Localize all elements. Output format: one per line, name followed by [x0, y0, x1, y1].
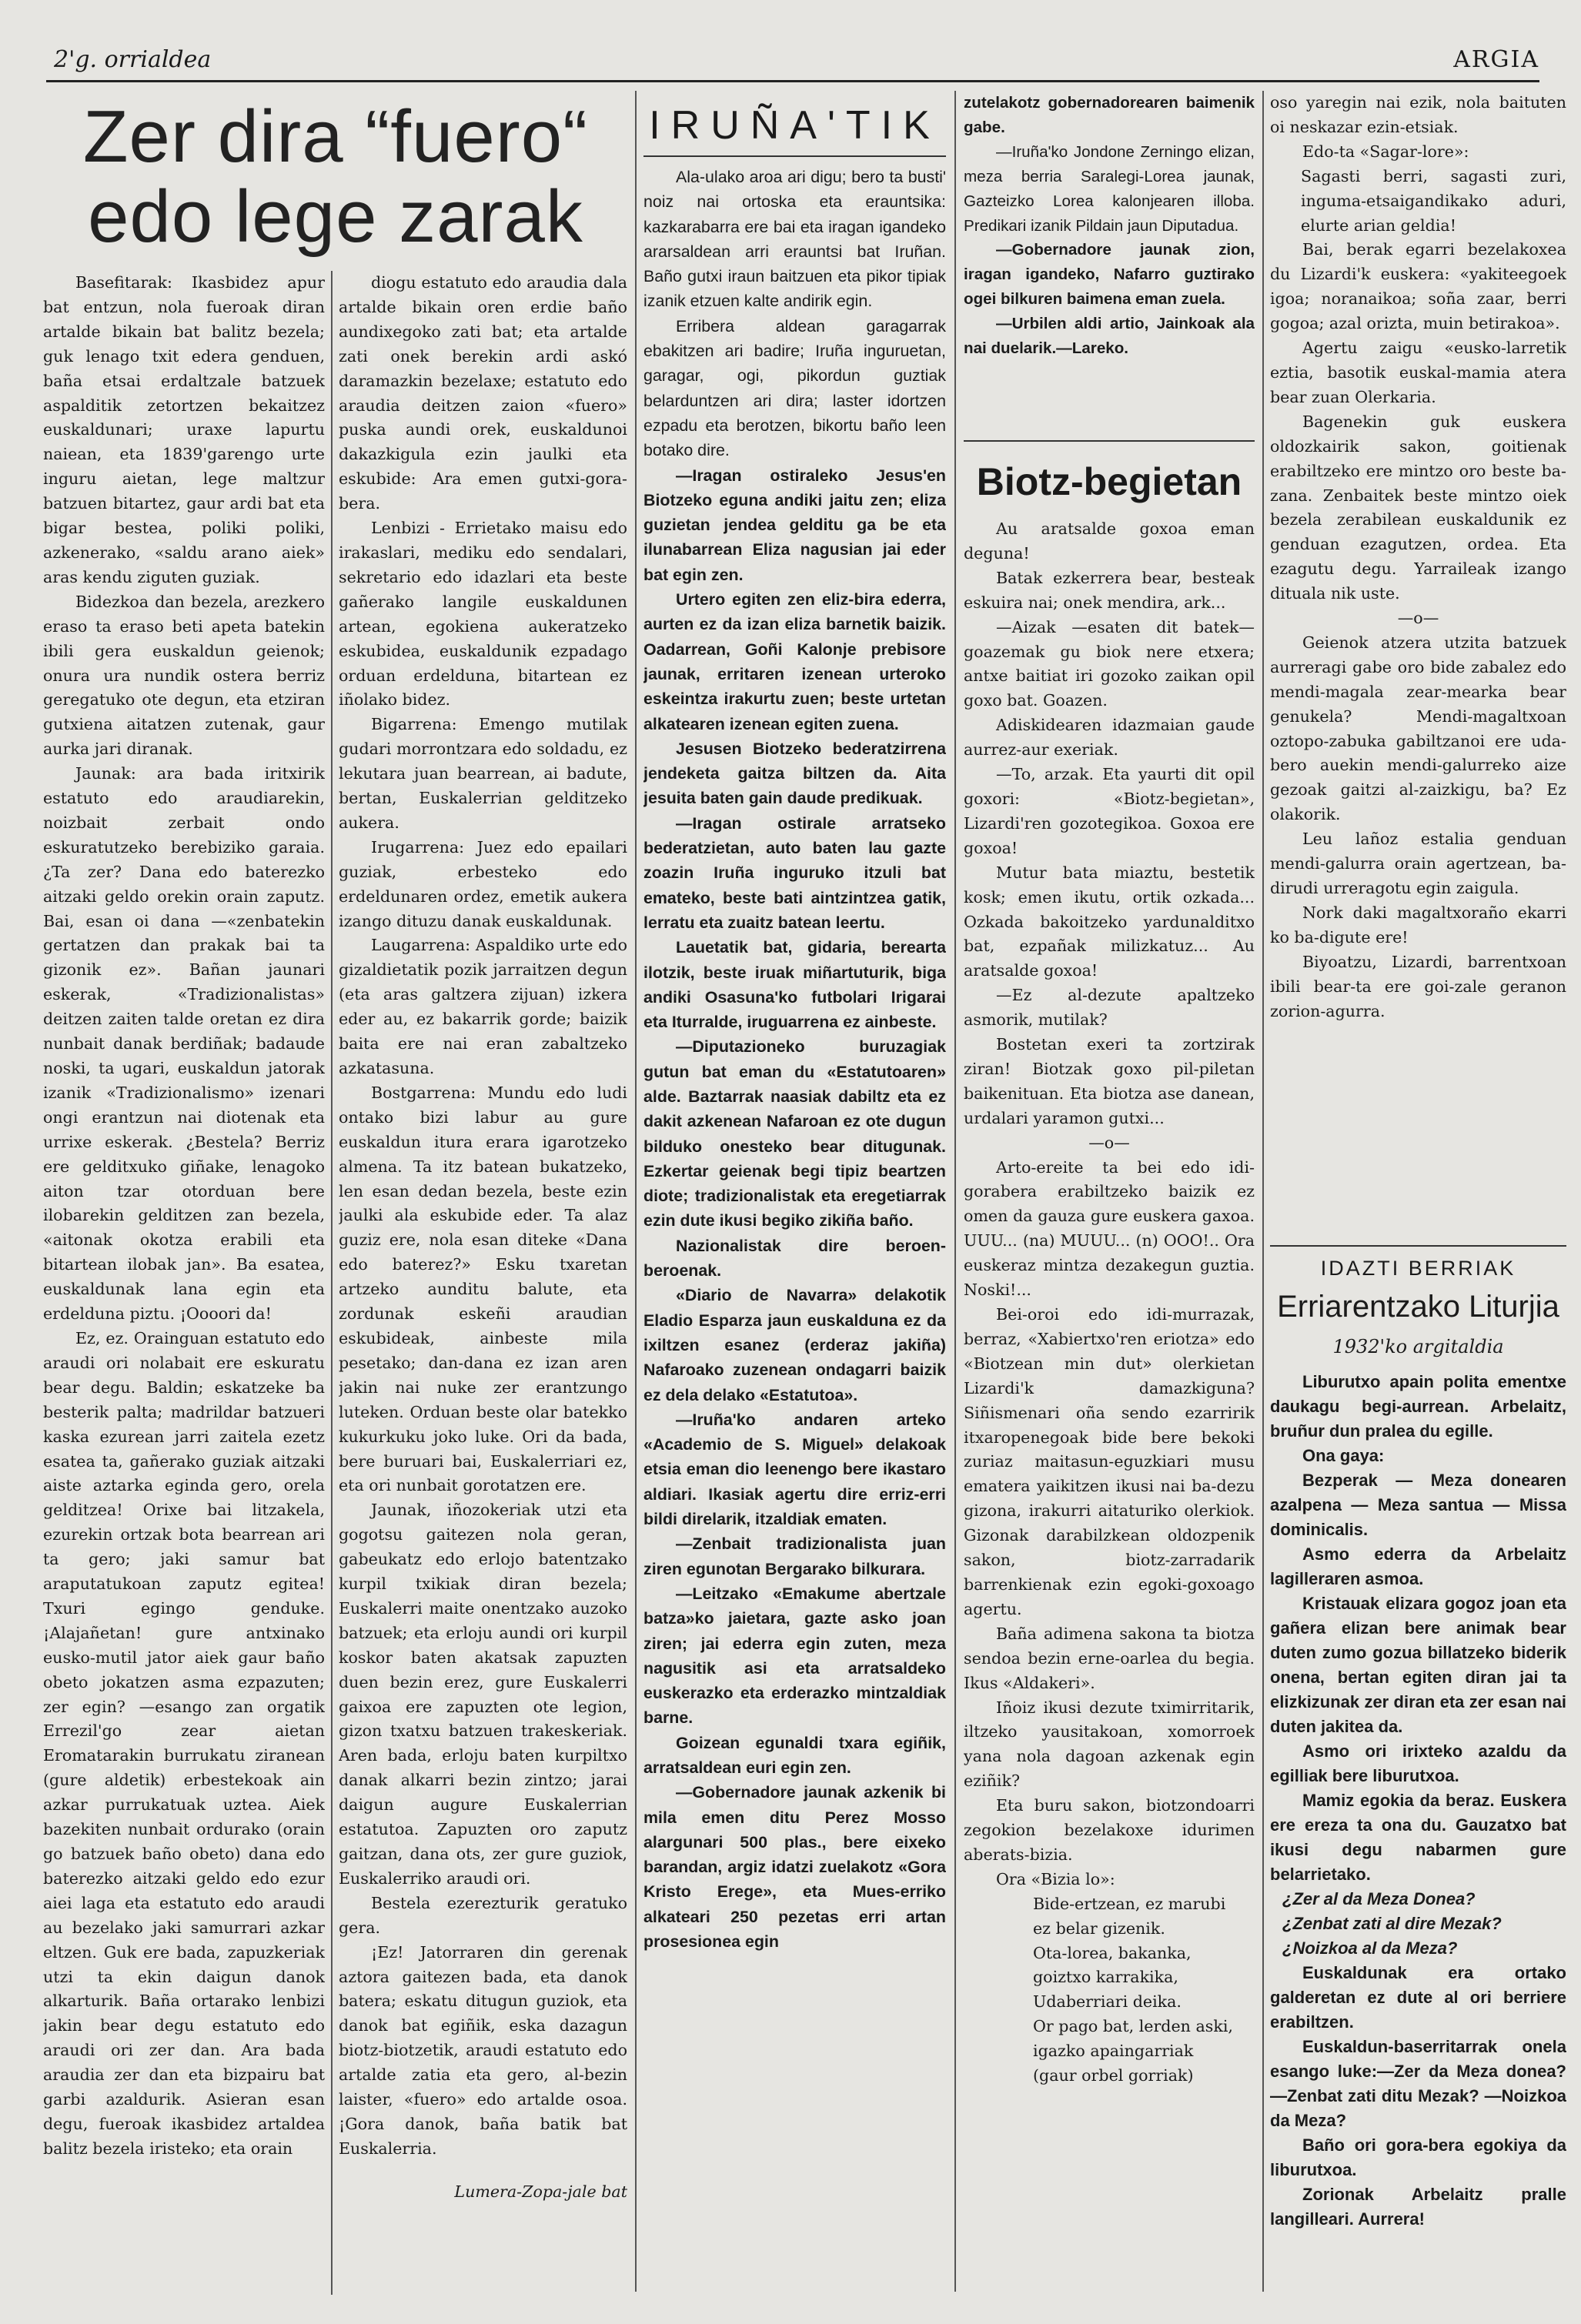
paragraph: Kristauak elizara gogoz joan eta gañera elizan bere animak bear duten zumo gozua billatzeko biderik onena, bertan egiten diran jai ta elizkizunak zer diran eta zer esan nai duten jakitea da.: [1270, 1594, 1566, 1736]
paragraph: Bai, berak egarri bezelakoxea du Lizardi'k euskera: «yakiteegoek igoa; noranaikoa; soña zaar, berri gogoa; azal orizta, muin betirakoa».: [1270, 240, 1566, 333]
section-title-idazti: IDAZTI BERRIAK: [1320, 1257, 1516, 1280]
paragraph: Bei-oroi edo idi-murrazak, berraz, «Xabiertxo'ren eriotza» edo «Biotzean min dut» olerkietan Lizardi'k damazkiguna? Siñismenari oña sendo ezarririk itxaropenegoak bide bere bekoki zuriaz maitasun-eguzkiari musu ematera yaikitzen ikusi nai ba-dezu gizona, irakurri aitaturiko olerkiok. Gizonak darabilzkean oldozpenik sakon, biotz-zarradarik barrenkienak ezin egoki-goxoago agertu.: [964, 1305, 1255, 1618]
paragraph: Bostgarrena: Mundu edo ludi ontako bizi labur au gure euskaldun itura erara igarotzeko almena. Ta itz batean bukatzeko, len esan dedan bezela, beste ezin jaulki ala eskubide eder. Ta alaz guziz ere, nola esan diteke «Dana edo baterez?» Esku txaretan artzeko aunditu balute, eta zordunak eskeñi araudian eskubideak, ainbeste mila pesetako; dan-dana ez izan aren jakin nai nuke zer erantzungo luteken. Orduan beste olar batekko kukurkuku joko luke. Ori da bada, bere buruari bai, Euskalerriari ez, eta ori nunbait gorotatzen ere.: [339, 1083, 627, 1495]
biotz-begietan-column: [964, 517, 1255, 2302]
column-rule: [1262, 91, 1264, 2292]
poem-line: Ota-lorea, bakanka,: [1033, 1943, 1192, 1962]
paragraph: Mamiz egokia da beraz. Euskera ere ereza ta ona du. Gauzatxo bat ikusi degu nabarmen gure belarrietako.: [1270, 1791, 1566, 1884]
paragraph: Laugarrena: Aspaldiko urte edo gizaldietatik pozik jarraitzen degun (eta aras galtzera zijuan) izkera eder au, ez bakarrik gorde; baizik baita ere nai eran zabaltzeko azkatasuna.: [339, 936, 627, 1077]
paragraph: Leu lañoz estalia genduan mendi-galurra orain agertzean, ba-dirudi urreragotu egin zaigula.: [1270, 830, 1566, 897]
separator: —o—: [1397, 609, 1439, 628]
section-title-iruna: IRUÑA'TIK: [649, 103, 941, 148]
paragraph: «Diario de Navarra» delakotik Eladio Esparza jaun euskalduna ez da ixiltzen esanez (erderaz jakiña) Nafaroako zuzenean ondagarri baizik ez dela delako «Estatutoa».: [643, 1286, 946, 1404]
paragraph: ¡Ez! Jatorraren din gerenak aztora gaitezen bada, eta danok batera; eskatu ditugun guziok, eta danok bat egiñik, eska dazagun biotz-biotzetik, araudi estatuto edo artalde zatia eta gero, al-bezin laister, «fuero» edo artalde osoa. ¡Gora danok, baña batik bat Euskalerria.: [339, 1942, 627, 2158]
paragraph: diogu estatuto edo araudia dala artalde bikain oren erdie baño aundixegoko zati bat; eta artalde zati onek berekin ardi askó daramazkin bezelaxe; estatuto edo araudia deitzen zaion «fuero» puska aundi orek, euskaldunoi dakazkigula ezin jaulki eta eskubide: Ara emen gutxi-gora-bera.: [339, 273, 627, 513]
paragraph: Bagenekin guk euskera oldozkairik sakon, goitienak erabiltzeko ere mintzo oro beste ba-zana. Zenbaitek beste mintzo oiek bezela zerabilean euskaldunik ez genduan ezagutzen, ordea. Eta ezagutu degu. Yarraileak izango dituala nik uste.: [1270, 412, 1566, 603]
paragraph: Lauetatik bat, gidaria, berearta ilotzik, beste iruak miñartuturik, biga andiki Osasuna'ko futbolari Irigarai eta Iturralde, iruguarrena ez ainbeste.: [643, 938, 946, 1032]
poem-line: igazko apaingarriak: [1033, 2042, 1194, 2061]
paragraph: zutelakotz gobernadorearen baimenik gabe.: [964, 94, 1255, 136]
column-rule: [954, 91, 956, 2292]
paragraph: ¿Zer al da Meza Donea?: [1282, 1889, 1476, 1908]
paragraph: Basefitarak: Ikasbidez apur bat entzun, nola fueroak diran artalde bikain bat balitz bezela; guk lenago txit edera genduen, baña etsai erdaltzale batzuek aspalditik zetortzen bekaitzez euskaldunari; uraxe lapurtu naiean, eta 1839'garengo urte inguru aietan, lege maltzur batzuen bitartez, gaur ardi bat eta bigar bestea, poliki poliki, azkenerako, «saldu arano aiek» aras kendu ziguten guziak.: [43, 273, 325, 586]
article-signature: Lumera-Zopa-jale bat: [454, 2182, 627, 2201]
paragraph: Liburutxo apain polita ementxe daukagu begi-aurrean. Arbelaitz, bruñur dun pralea du egille.: [1270, 1372, 1566, 1441]
paragraph: oso yaregin nai ezik, nola baituten oi neskazar ezin-etsiak.: [1270, 93, 1566, 136]
column-5-top: [1270, 91, 1566, 1237]
paragraph: Erribera aldean garagarrak ebakitzen ari badire; Iruña inguruetan, garagar, ogi, pikordun guztiak belarduntzen ari dira; laster idortzen ezpadu eta berotzen, bikortu baño leen botako dire.: [643, 316, 946, 460]
paragraph: Baño ori gora-bera egokiya da liburutxoa.: [1270, 2135, 1566, 2179]
paragraph: Mutur bata miaztu, bestetik kosk; emen ikutu, ortik ozkada... Ozkada bakoitzeko yardunalditxo bat, ezpañak milizkatuz... Au aratsalde goxoa!: [964, 863, 1255, 980]
article-headline: Zer dira “fuero“ edo lege zarak: [82, 95, 589, 258]
paragraph: Nazionalistak dire beroen-beroenak.: [643, 1236, 946, 1281]
paragraph: Au aratsalde goxoa eman deguna!: [964, 519, 1255, 563]
article-column-2: [339, 271, 627, 2302]
paragraph: Jaunak: ara bada iritxirik estatuto edo araudiarekin, noizbait zerbait ondo eskuratutzeko berebiziko garaia. ¿Ta zer? Dana edo baterezko aitzaki geldo orekin orain zaputz. Bai, esan oi dana —«zenbatekin gertatzen dan prakak bai ta gizonik ez». Bañan jaunari eskerak, «Tradizionalistas» deitzen zaiten talde oretan ez dira nunbait danak berdiñak; badaude noski, ta ugari, euskaldun jatorak izanik «Tradizionalismo» izenari ongi erantzun nai diotenak eta urrixe eskerak. ¿Bestela? Berriz ere gelditxuko giñake, lenagoko aiton tzar otorduan bere ilobarekin gelditzen zan bezela, «aitonak okotza erabili eta bitartean ilobak jan». Ba esatea, euskaldunak lana egin eta erdelduna piztu. ¡Oooori da!: [43, 764, 325, 1324]
paragraph: —Gobernadore jaunak azkenik bi mila emen ditu Perez Mosso alargunari 500 plas., bere eixeko barandan, argiz idatzi zuelakotz «Gora Kristo Erege», eta Mues-erriko alkateari 250 pezetas erri artan prosesionea egin: [643, 1783, 946, 1952]
paragraph: —Iragan ostiraleko Jesus'en Biotzeko eguna andiki jaitu zen; eliza guzietan jendea gelditu ga be eta ilunabarrean Eliza nagusian jai eder bat egin zen.: [643, 466, 946, 584]
paragraph: Agertu zaigu «eusko-larretik eztia, basotik euskal-mamia atera bear zuan Olerkaria.: [1270, 339, 1566, 406]
section-title-biotz: Biotz-begietan: [976, 460, 1242, 503]
poem-line: (gaur orbel gorriak): [1033, 2066, 1194, 2085]
paragraph: —Iruña'ko andaren arteko «Academio de S. Miguel» delakoak etsia eman dio leenengo bere ikastaro aldiari. Ikasiak agertu dire erriz-erri bildi direlarik, itzaldiak ematen.: [643, 1410, 946, 1529]
running-header: [46, 45, 1539, 82]
paragraph: Bigarrena: Emengo mutilak gudari morrontzara edo soldadu, ez lekutara juan bearrean, ai badute, bertan, Euskalerrian gelditzeko aukera.: [339, 715, 627, 832]
paragraph: Euskaldunak era ortako galderetan ez dute al ori berriere erabiltzen.: [1270, 1963, 1566, 2032]
paragraph: —Urbilen aldi artio, Jainkoak ala nai duelarik.—Lareko.: [964, 315, 1255, 358]
separator: —o—: [1088, 1133, 1130, 1152]
paragraph: Urtero egiten zen eliz-bira ederra, aurten ez da izan eliza barnetik baizik. Oadarrean, Goñi Kalonje prebisore jaunak, erritaren izenean urteroko eskeintza irakurtu zuen; beste urtetan alkatearen izenean egiten zuena.: [643, 590, 946, 733]
paragraph: Jesusen Biotzeko bederatzirrena jendeketa gaitza biltzen da. Aita jesuita baten gain daude predikuak.: [643, 739, 946, 808]
paragraph: Lenbizi - Errietako maisu edo irakaslari, mediku edo sendalari, sekretario edo idazlari eta beste gañerako langile euskaldunen artean, egokiena aukeratzeko eskubidea, euskaldunik ezpadago orduan erdelduna, bitartean ez iñolako bidez.: [339, 519, 627, 710]
poem-line: Udaberriari deika.: [1033, 1992, 1182, 2012]
column-4-top: [964, 91, 1255, 445]
paragraph: Edo-ta «Sagar-lore»:: [1302, 142, 1469, 161]
paragraph: —Ez al-dezute apaltzeko asmorik, mutilak?: [964, 986, 1255, 1030]
paragraph: —Zenbait tradizionalista juan ziren egunotan Bergarako bilkurara.: [643, 1534, 946, 1578]
paragraph: Jaunak, iñozokeriak utzi eta gogotsu gaitezen nola geran, gabeukatz edo erlojo batentzako kurpil txikiak diran bezela; Euskalerri maite onentzako auzoko batzuek; eta erloju aundi ori kurpil koskor baten akatsak zapuzten duen bezin erez, gure Euskalerri gaixoa ere zapuzten ote legion, gizon txatxu batzuen trakeskeriak. Aren bada, erloju baten kurpiltxo danak alkarri bezin zintzo; jarai daigun augure Euskalerrian estatutoa. Zapuzten oro zaputz gaitzan, dana ots, zer gure guziok, Euskalerriko araudi ori.: [339, 1501, 627, 1888]
news-column: [643, 165, 946, 2304]
paragraph: —Aizak —esaten dit batek—goazemak gu biok nere etxera; antxe baitiat iri gozoko zaikan opil goxo bat. Goazen.: [964, 617, 1255, 710]
paragraph: Bostetan exeri ta zortzirak ziran! Biotzak goxo pil-piletan baikenituan. Eta biotza ase danean, urdalari yaramon gutxi...: [964, 1035, 1255, 1127]
paragraph: Ora «Bizia lo»:: [996, 1869, 1115, 1888]
paragraph: Euskaldun-baserritarrak onela esango luke:—Zer da Meza donea?—Zenbat zati ditu Mezak? —Noizkoa da Meza?: [1270, 2037, 1566, 2130]
page-label: 2'g. orrialdea: [54, 46, 212, 73]
paragraph: Baña adimena sakona ta biotza sendoa bezin erne-oarlea du begia. Ikus «Aldakeri».: [964, 1624, 1255, 1692]
paragraph: Ala-ulako aroa ari digu; bero ta busti' noiz nai ortoska eta erauntsika: kazkarabarra ere bai eta iragan igandeko ararsaldean arri erauntsi bat Iruñan. Baño gutxi iraun baitzuen eta pikor tipiak izanik etzuen kalte andirik egin.: [643, 168, 946, 311]
paragraph: Adiskidearen idazmaian gaude aurrez-aur exeriak.: [964, 716, 1255, 760]
newspaper-name: ARGIA: [1453, 46, 1539, 73]
poem-line: goiztxo karrakika,: [1033, 1968, 1178, 1987]
column-rule: [331, 271, 333, 2295]
paragraph: Geienok atzera utzita batzuek aurreragi gabe oro bide zabalez edo mendi-magala zear-mearka bear genukela? Mendi-magaltxoan oztopo-zabuka gabiltzanoi ere uda-bero auekin mendi-galurreko aize gezoak gaitzi al-zaizkigu, ba? Ez olakorik.: [1270, 633, 1566, 824]
paragraph: Irugarrena: Juez edo epailari guziak, erbesteko edo erdeldunaren ordez, emetik aukera izango dituzu danak euskaldunak.: [339, 837, 627, 930]
paragraph: Iñoiz ikusi dezute tximirritarik, iltzeko yausitakoan, xomorroek yana nola dagoan azkenak egin eziñik?: [964, 1698, 1255, 1791]
paragraph: ¿Zenbat zati al dire Mezak?: [1282, 1914, 1502, 1933]
paragraph: Nork daki magaltxoraño ekarri ko ba-digute ere!: [1270, 903, 1566, 947]
paragraph: —Gobernadore jaunak zion, iragan igandeko, Nafarro guztirako ogei bilkuren baimena eman zuela.: [964, 241, 1255, 309]
book-title: Erriarentzako Liturjia: [1277, 1290, 1559, 1324]
paragraph: ¿Noizkoa al da Meza?: [1282, 1938, 1458, 1958]
paragraph: Bestela ezerezturik geratuko gera.: [339, 1893, 627, 1937]
paragraph: Biyoatzu, Lizardi, barrentxoan ibili bear-ta ere goi-zale geranon zorion-agurra.: [1270, 952, 1566, 1020]
paragraph: Eta buru sakon, biotzondoarri zegokion bezelakoxe idurimen aberats-bizia.: [964, 1796, 1255, 1864]
paragraph: Asmo ederra da Arbelaitz lagilleraren asmoa.: [1270, 1544, 1566, 1588]
paragraph: —To, arzak. Eta yaurti dit opil goxori: «Biotz-begietan», Lizardi'ren gozotegikoa. Goxoa ere goxoa!: [964, 765, 1255, 857]
paragraph: Asmo ori irixteko azaldu da egilliak bere liburutxoa.: [1270, 1741, 1566, 1785]
paragraph: Zorionak Arbelaitz pralle langilleari. Aurrera!: [1270, 2185, 1566, 2229]
paragraph: Batak ezkerrera bear, besteak eskuira nai; onek mendira, ark...: [964, 568, 1255, 612]
paragraph: Bezperak — Meza donearen azalpena — Meza santua — Missa dominicalis.: [1270, 1471, 1566, 1539]
paragraph: Goizean egunaldi txara egiñik, arratsaldean euri egin zen.: [643, 1733, 946, 1777]
book-review-column: [1270, 1370, 1566, 2293]
book-edition: 1932'ko argitaldia: [1332, 1336, 1504, 1357]
poem-line: ez belar gizenik.: [1033, 1918, 1165, 1938]
paragraph: Arto-ereite ta bei edo idi-gorabera erabiltzeko baizik ez omen da gauza gure euskera gaxoa. UUU... (na) MUUU... (n) OOO!.. Ora euskeraz mintza dezakegun guztia. Noski!...: [964, 1157, 1255, 1300]
poem-line: Bide-ertzean, ez marubi: [1033, 1894, 1226, 1913]
column-rule: [635, 91, 637, 2292]
paragraph: Ez, ez. Orainguan estatuto edo araudi ori nolabait ere eskuratu bear degu. Baldin; eskatzeke ba besterik palta; madrildar batzueri kaska ezurean jarri zaitela ezetz esatea ta, gañerako guziak aitzaki aiste aztarka eginda gero, orela gelditzea! Orixe bai litzakela, ezurekin ortzak bota bearrean ari ta gero; jaki samur bat araputatukoan zaputz egitea! Txuri egingo genduke. ¡Alajañetan! gure antxinako eusko-mutil jator aiek gaur baño obeto jokatzen asma ezpazuten; zer egin? —esango zan orgatik Errezil'go zear aietan Eromatarakin burrukatu ziranean (gure aldetik) erbestekoak ain azkar purrukatuak uztea. Aiek bazekiten nunbait ordurako (orain go batzuek baño obeto) dana edo baterezko aitzaki geldo edo ezur aiei laga eta estatuto edo araudi au bezelako jaki samurrari azkar eltzen. Guk ere bada, zapuzkeriak utzi ta ekin daigun danok alkarturik. Baña ortarako lenbizi jakin bear degu estatuto edo araudi ori zer dan. Ara bada araudia zer dan eta bizpairu bat garbi azaldurik. Asieran esan degu, fueroak ikasbidez artaldea balitz bezela iristeko; eta orain: [43, 1328, 325, 2158]
paragraph: Sagasti berri, sagasti zuri, inguma-etsaigandikako aduri, elurte arian geldia!: [1301, 166, 1566, 235]
paragraph: —Iruña'ko Jondone Zerningo elizan, meza berria Saralegi-Lorea jaunak, Gazteizko Lorea kalonjearen illoba. Predikari izanik Pildain jaun Diputadua.: [964, 142, 1255, 235]
section-rule: [643, 155, 946, 157]
poem-line: Or pago bat, lerden aski,: [1033, 2017, 1233, 2036]
article-column-1: [43, 271, 325, 2302]
paragraph: —Iragan ostirale arratseko bederatzietan, auto baten lau gazte zoazin Iruña inguruko itzuli bat emateko, beste bati aintzintzea gatik, lerratu eta zuaitz batean leertu.: [643, 813, 946, 932]
paragraph: —Leitzako «Emakume abertzale batza»ko jaietara, gazte asko joan ziren; jai ederra egin zuten, meza nagusitik asi eta arratsaldeko euskerazko eta erderazko mintzaldiak barne.: [643, 1584, 946, 1728]
paragraph: Ona gaya:: [1302, 1446, 1385, 1465]
paragraph: —Diputazioneko buruzagiak gutun bat eman du «Estatutoaren» alde. Baztarrak naasiak dabiltz eta ez dakit azkenean Nafaroan ez ote dugun bilduko onesteko bear ditugunak. Ezkertar geienak begi tipiz beartzen diote; tradizionalistak eta eregetiarrak ezin dute ikusi begiko zikiña baño.: [643, 1037, 946, 1230]
section-rule: [1270, 1245, 1566, 1247]
paragraph: Bidezkoa dan bezela, arezkero eraso ta eraso beti apeta batekin ibili gera euskaldun geienok; onura ura nundik ostera berriz geregatuko ote degun, eta etziran gutxiena aitatzen zutenak, gaur aurka jari diranak.: [43, 592, 325, 759]
